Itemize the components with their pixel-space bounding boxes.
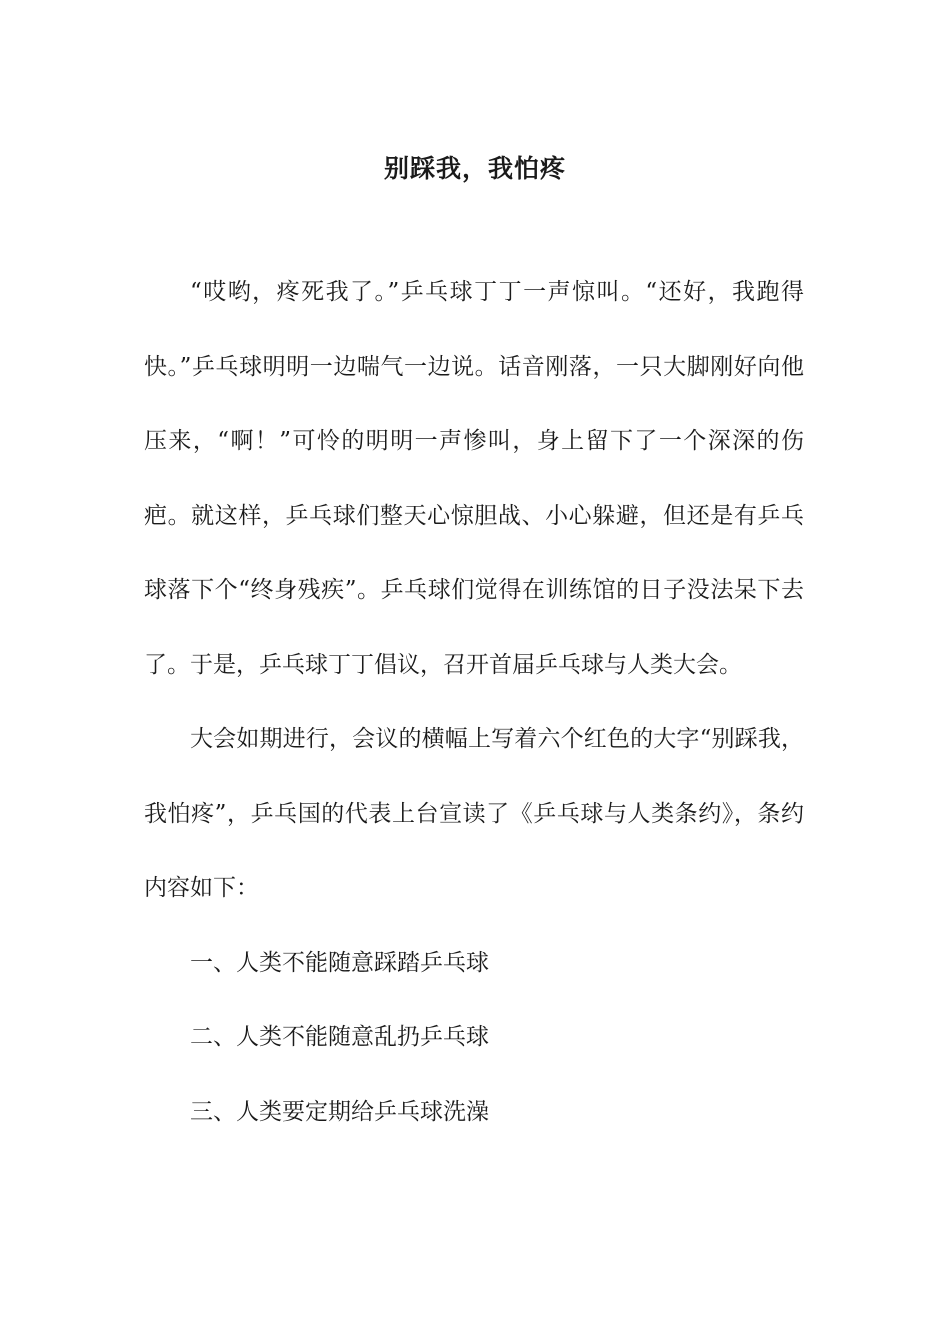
paragraph-intro: “哎哟，疼死我了。”乒乓球丁丁一声惊叫。“还好，我跑得快。”乒乓球明明一边喘气一边说。话音刚落，一只大脚刚好向他压来，“啊！”可怜的明明一声惨叫，身上留下了一个深深的伤疤。就这样，乒乓球们整天心惊胆战、小心躲避，但还是有乒乓球落下个“终身残疾”。乒乓球们觉得在训练馆的日子没法呆下去了。于是，乒乓球丁丁倡议，召开首届乒乓球与人类大会。 <box>144 279 804 678</box>
treaty-item: 一、人类不能随意踩踏乒乓球 <box>190 949 489 976</box>
treaty-list <box>144 926 804 1150</box>
treaty-item: 二、人类不能随意乱扔乒乓球 <box>190 1024 489 1050</box>
document-title: 别踩我，我怕疼 <box>383 153 566 183</box>
paragraph-meeting: 大会如期进行，会议的横幅上写着六个红色的大字“别踩我，我怕疼”，乒乓国的代表上台宣读了《乒乓球与人类条约》，条约内容如下： <box>144 726 804 901</box>
document-body <box>144 255 804 1149</box>
treaty-item: 三、人类要定期给乒乓球洗澡 <box>190 1098 489 1125</box>
